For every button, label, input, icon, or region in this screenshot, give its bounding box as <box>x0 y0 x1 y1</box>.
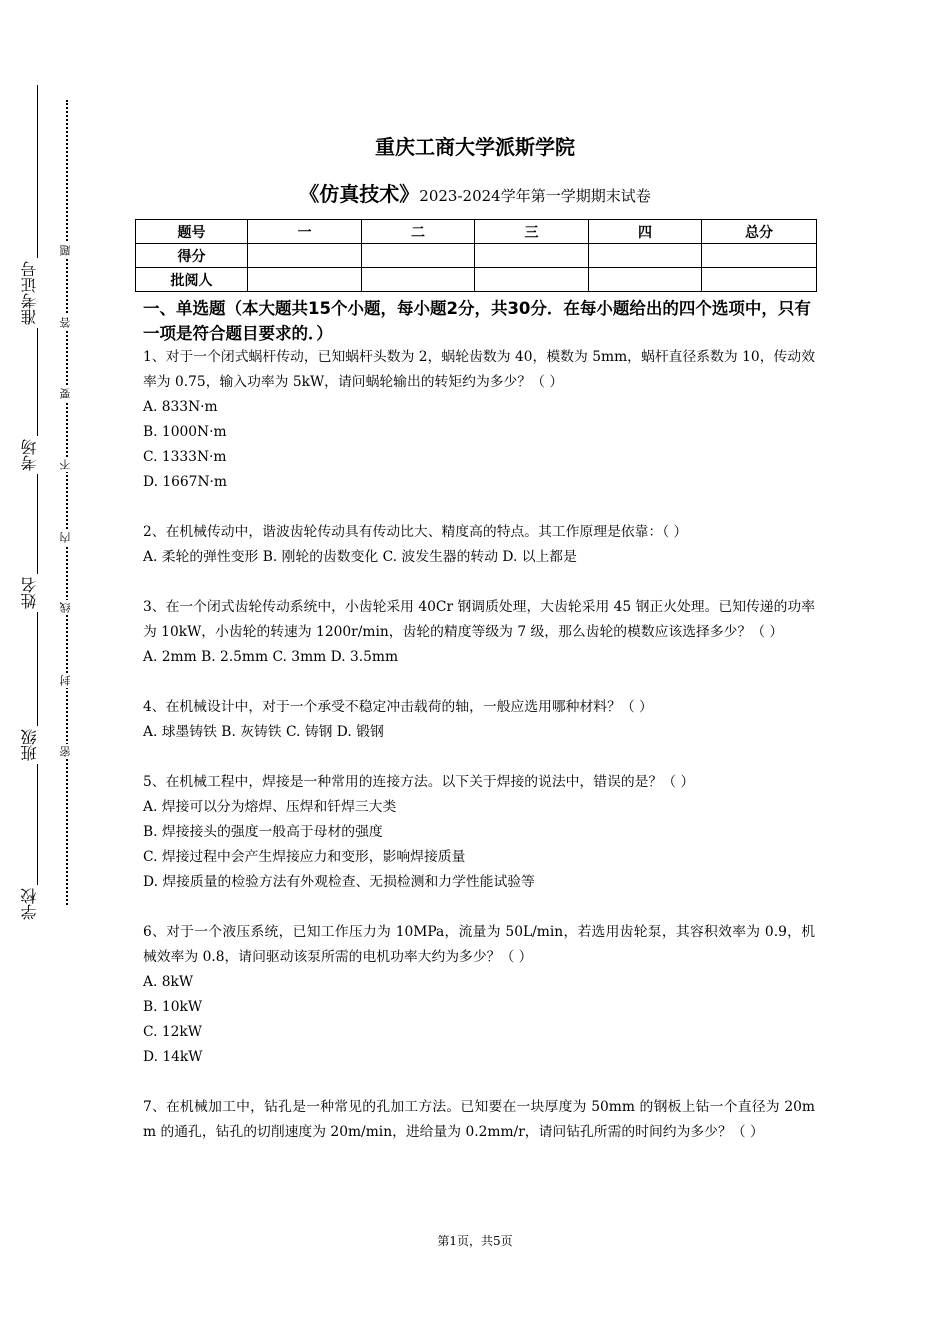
question-text: 3、在一个闭式齿轮传动系统中，小齿轮采用 40Cr 钢调质处理，大齿轮采用 45 钢正火处理。已知传递的功率为 10kW，小齿轮的转速为 1200r/min，齿轮的精度等级为 7 级，那么齿轮的模数应该选择多少？（ ） <box>143 599 815 640</box>
table-header-cell: 题号 <box>136 220 248 244</box>
table-header-cell: 二 <box>362 220 475 244</box>
question-list <box>143 345 815 1170</box>
question-2 <box>143 520 815 570</box>
seal-char: 不 <box>59 459 72 470</box>
option-c[interactable]: C. 12kW <box>143 1024 202 1040</box>
exam-id-label: 准考证号 <box>22 258 38 328</box>
course-name: 《仿真技术》 <box>299 182 420 206</box>
option-b[interactable]: B. 10kW <box>143 999 203 1015</box>
seal-char: 封 <box>59 675 72 686</box>
exam-term: 2023-2024学年第一学期期末试卷 <box>419 187 651 205</box>
grader-row <box>136 268 817 292</box>
question-7 <box>143 1095 815 1145</box>
table-header-cell: 四 <box>589 220 702 244</box>
score-cell[interactable] <box>362 244 475 268</box>
seal-dotted-line <box>66 100 68 905</box>
question-text: 4、在机械设计中，对于一个承受不稳定冲击载荷的轴，一般应选用哪种材料？（ ） <box>143 699 653 715</box>
exam-title <box>0 178 950 207</box>
question-text: 2、在机械传动中，谐波齿轮传动具有传动比大、精度高的特点。其工作原理是依靠：（ ） <box>143 524 688 540</box>
score-cell[interactable] <box>248 244 362 268</box>
question-4 <box>143 695 815 745</box>
table-header-cell: 总分 <box>702 220 817 244</box>
score-cell[interactable] <box>475 244 589 268</box>
question-text: 1、对于一个闭式蜗杆传动，已知蜗杆头数为 2，蜗轮齿数为 40，模数为 5mm，蜗杆直径系数为 10，传动效率为 0.75，输入功率为 5kW，请问蜗轮输出的转矩约为多少？（ ） <box>143 349 815 390</box>
option-b[interactable]: B. 焊接接头的强度一般高于母材的强度 <box>143 824 383 840</box>
seal-char: 密 <box>59 746 72 757</box>
grader-cell[interactable] <box>248 268 362 292</box>
grader-cell[interactable] <box>362 268 475 292</box>
name-label: 姓名 <box>22 574 38 612</box>
option-a[interactable]: A. 焊接可以分为熔焊、压焊和钎焊三大类 <box>143 799 397 815</box>
grader-cell[interactable] <box>475 268 589 292</box>
score-row-label: 得分 <box>136 244 248 268</box>
grader-row-label: 批阅人 <box>136 268 248 292</box>
question-6 <box>143 920 815 1070</box>
option-c[interactable]: C. 焊接过程中会产生焊接应力和变形，影响焊接质量 <box>143 849 466 865</box>
option-a[interactable]: A. 8kW <box>143 974 194 990</box>
question-1 <box>143 345 815 495</box>
question-text: 5、在机械工程中，焊接是一种常用的连接方法。以下关于焊接的说法中，错误的是？（ ） <box>143 774 695 790</box>
option-a[interactable]: A. 833N·m <box>143 399 218 415</box>
exam-room-label: 考场 <box>22 436 38 474</box>
score-table <box>135 219 817 292</box>
seal-char: 答 <box>59 317 72 328</box>
option-d[interactable]: D. 焊接质量的检验方法有外观检查、无损检测和力学性能试验等 <box>143 874 535 890</box>
grader-cell[interactable] <box>589 268 702 292</box>
question-text: 7、在机械加工中，钻孔是一种常见的孔加工方法。已知要在一块厚度为 50mm 的钢板上钻一个直径为 20mm 的通孔，钻孔的切削速度为 20m/min，进给量为 0.2mm/r，请问钻孔所需的时间约为多少？（ ） <box>143 1099 815 1140</box>
binding-line <box>37 85 38 905</box>
question-3 <box>143 595 815 670</box>
score-table-header-row <box>136 220 817 244</box>
school-name: 重庆工商大学派斯学院 <box>375 135 575 159</box>
option-d[interactable]: D. 1667N·m <box>143 474 227 490</box>
option-b[interactable]: B. 1000N·m <box>143 424 227 440</box>
table-header-cell: 一 <box>248 220 362 244</box>
options-line[interactable]: A. 柔轮的弹性变形 B. 刚轮的齿数变化 C. 波发生器的转动 D. 以上都是 <box>143 549 577 565</box>
question-text: 6、对于一个液压系统，已知工作压力为 10MPa，流量为 50L/min，若选用齿轮泵，其容积效率为 0.9，机械效率为 0.8，请问驱动该泵所需的电机功率大约为多少？（ ） <box>143 924 815 965</box>
options-line[interactable]: A. 2mm B. 2.5mm C. 3mm D. 3.5mm <box>143 649 399 665</box>
class-label: 班级 <box>22 726 38 764</box>
option-c[interactable]: C. 1333N·m <box>143 449 227 465</box>
seal-char: 要 <box>59 388 72 399</box>
score-row <box>136 244 817 268</box>
score-cell[interactable] <box>589 244 702 268</box>
section-heading: 一、单选题（本大题共15个小题，每小题2分，共30分．在每小题给出的四个选项中，只有一项是符合题目要求的．） <box>143 299 811 343</box>
grader-cell[interactable] <box>702 268 817 292</box>
seal-char: 内 <box>59 532 72 543</box>
page-number: 第1页，共5页 <box>437 1234 513 1248</box>
table-header-cell: 三 <box>475 220 589 244</box>
seal-char: 题 <box>59 245 72 256</box>
score-cell[interactable] <box>702 244 817 268</box>
seal-char: 线 <box>59 602 72 613</box>
school-label: 学校 <box>22 885 38 923</box>
option-d[interactable]: D. 14kW <box>143 1049 203 1065</box>
options-line[interactable]: A. 球墨铸铁 B. 灰铸铁 C. 铸钢 D. 锻钢 <box>143 724 384 740</box>
question-5 <box>143 770 815 895</box>
